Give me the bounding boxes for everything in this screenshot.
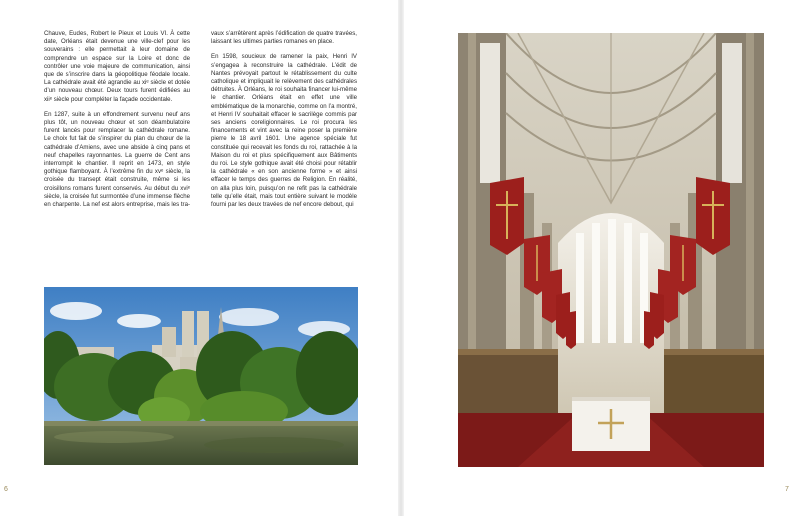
paragraph: vaux s’arrêtèrent après l’édification de quatre travées, laissant les ultimes parties romanes en place.: [211, 30, 357, 46]
paragraph: En 1598, soucieux de ramener la paix, Henri IV s’engagea à reconstruire la cathédrale. L’édit de Nantes prévoyait partout le rétablissement du culte catholique et impliquait le relèvement des cathédrales détruites. À Orléans, le roi souhaita financer lui-même le chantier. Orléans était en effet une ville emblématique de la monarchie, comme on l’a montré, et Henri IV souhaitait effacer le sacrilège commis par ses anciens coreligionnaires. Le roi procura les financements et vint avec la reine poser la première pierre le 18 avril 1601. Une agence spéciale fut constituée qui recevait les fonds du roi, rattachée à la Maison du roi et plus spécifiquement aux Bâtiments du roi. Le style gothique avait été choisi pour rétablir la cathédrale « en son ancienne forme » et ainsi effacer le temps des guerres de Religion. En réalité, on alla plus loin, puisqu’on ne refit pas la cathédrale telle qu’elle était, mais tout entière suivant le modèle fourni par les deux travées de nef encore debout, qui: [211, 53, 357, 209]
page-number-left: 6: [4, 486, 8, 493]
paragraph: En 1287, suite à un effondrement survenu neuf ans plus tôt, un nouveau chœur et son déambulatoire furent lancés pour remplacer la cathédrale romane. Le choix fut fait de s’inspirer du plan du chœur de la cathédrale d’Amiens, avec une abside à cinq pans et neuf chapelles rayonnantes. La guerre de Cent ans interrompit le chantier. Il reprit en 1473, en style gothique flamboyant. À l’extrême fin du xvᵉ siècle, la croisée du transept était construite, même si les croisillons romans furent conservés. Au début du xviᵉ siècle, la croisée fut surmontée d’une immense flèche en charpente. La nef est alors entreprise, mais les tra-: [44, 110, 190, 209]
book-gutter: [398, 0, 404, 516]
text-column-left: [44, 30, 190, 216]
orleans-cathedral-exterior-photo: [44, 287, 358, 465]
paragraph: Chauve, Eudes, Robert le Pieux et Louis VI. À cette date, Orléans était devenue une ville-clef pour les souverains : elle permettait à leur domaine de comprendre un espace sur la Loire et donc de contrôler une voie majeure de communication, ainsi que de s’inscrire dans la géopolitique féodale locale. La cathédrale avait été agrandie au xiᵉ siècle et dotée d’un nouveau chœur. Deux tours furent édifiées au xiiᵉ siècle pour compléter la façade occidentale.: [44, 30, 190, 103]
text-column-right: [211, 30, 357, 216]
page-number-right: 7: [785, 486, 789, 493]
cathedral-nave-interior-photo: [458, 33, 764, 467]
